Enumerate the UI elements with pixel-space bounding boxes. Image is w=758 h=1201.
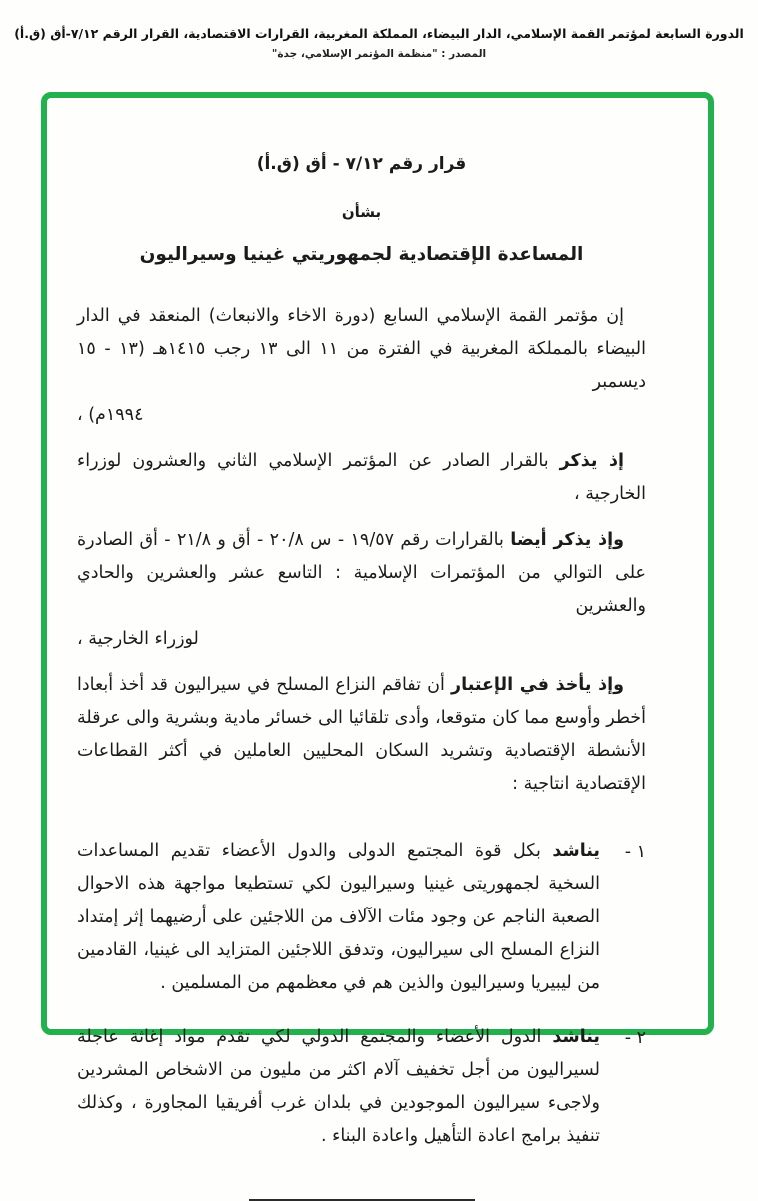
header-source: المصدر : "منظمة المؤتمر الإسلامي، جدة": [271, 48, 487, 60]
regarding-label: بشأن: [341, 203, 382, 221]
preamble-paragraph-1-text: إن مؤتمر القمة الإسلامي السابع (دورة الاخاء والانبعاث) المنعقد في الدار البيضاء بالمملكة المغربية في الفترة من ١١ الى ١٣ رجب ١٤١٥هـ (١٣ - ١٥ ديسمبر: [77, 306, 646, 392]
decision-subject-title: المساعدة الإقتصادية لجمهوريتي غينيا وسيراليون: [139, 244, 584, 265]
operative-item-1: [77, 835, 646, 1000]
operative-items: [77, 835, 646, 1153]
page-border: [41, 92, 714, 1146]
page-content: [47, 98, 708, 1146]
preamble-paragraph-3: [77, 524, 646, 623]
preamble-paragraph-3-tail: لوزراء الخارجية ،: [77, 629, 199, 649]
preamble-paragraph-1: [77, 300, 646, 399]
decision-number-title: قرار رقم ٧/١٢ - أق (ق.أ): [256, 154, 467, 174]
preamble-paragraph-3-lead: وإذ يذكر أيضا: [510, 530, 624, 550]
header-citation: الدورة السابعة لمؤتمر القمة الإسلامي، الدار البيضاء، المملكة المغربية، القرارات الاقتصادية، القرار الرقم ٧/١٢-أق (ق.أ): [14, 26, 744, 41]
preamble-paragraph-4: [77, 669, 646, 801]
operative-item-2-text: الدول الأعضاء والمجتمع الدولي لكي تقدم مواد إغاثة عاجلة لسيراليون من أجل تخفيف آلام اكثر من مليون من الاشخاص المشردين ولاجىء سيراليون الموجودين في بلدان غرب أفريقيا المجاورة ، وكذلك تنفيذ برامج اعادة التأهيل واعادة البناء .: [77, 1027, 600, 1146]
operative-item-2-body: [77, 1021, 600, 1153]
preamble-paragraph-4-lead: وإذ يأخذ في الإعتبار: [451, 675, 624, 695]
operative-item-1-text: بكل قوة المجتمع الدولى والدول الأعضاء تقديم المساعدات السخية لجمهوريتى غينيا وسيراليون لكي تستطيعا مواجهة هذه الاحوال الصعبة الناجم عن وجود مئات الآلاف من اللاجئين على أرضيهما إثر إمتداد النزاع المسلح الى سيراليون، وتدفق اللاجئين المتزايد الى غينيا، القادمين من ليبيريا وسيراليون والذين هم في معظمهم من المسلمين .: [77, 841, 600, 993]
operative-item-1-lead: يناشد: [552, 841, 600, 861]
operative-item-2: [77, 1021, 646, 1153]
operative-item-1-body: [77, 835, 600, 1000]
preamble-paragraph-3-text: بالقرارات رقم ١٩/٥٧ - س ٢٠/٨ - أق و ٢١/٨ - أق الصادرة على التوالي من المؤتمرات الإسلامية : التاسع عشر والعشرين والحادي والعشرين: [77, 530, 646, 616]
preamble-paragraph-4-text: أن تفاقم النزاع المسلح في سيراليون قد أخذ أبعادا أخطر وأوسع مما كان متوقعا، وأدى تلقائيا الى خسائر مادية وبشرية والى عرقلة الأنشطة الإقتصادية وتشريد السكان المحليين العاملين في أكثر القطاعات الإقتصادية انتاجية :: [77, 675, 646, 794]
preamble-paragraph-2-lead: إذ يذكر: [559, 451, 624, 471]
preamble-paragraph-2: [77, 445, 646, 511]
preamble-paragraph-1-tail: ١٩٩٤م) ،: [77, 405, 144, 425]
operative-item-2-number: ٢ -: [624, 1028, 646, 1048]
operative-item-2-lead: يناشد: [552, 1027, 600, 1047]
operative-item-1-number: ١ -: [624, 842, 646, 862]
preamble-paragraph-2-text: بالقرار الصادر عن المؤتمر الإسلامي الثاني والعشرون لوزراء الخارجية ،: [77, 451, 646, 504]
document-header: [0, 26, 758, 60]
